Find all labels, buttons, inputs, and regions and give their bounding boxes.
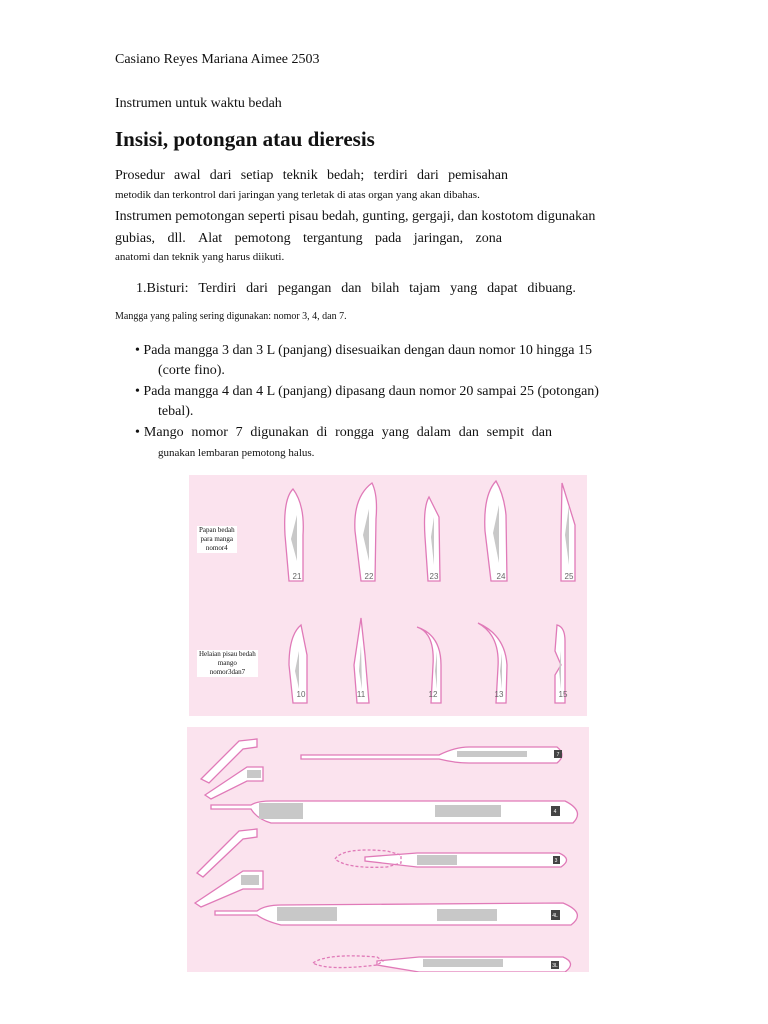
- item1-line: [136, 280, 576, 298]
- word: rongga: [335, 425, 374, 440]
- para2-line1: Instrumen pemotongan seperti pisau bedah, gunting, gergaji, dan kostotom digunakan: [115, 209, 596, 224]
- word: terdiri: [373, 168, 408, 183]
- word: pada: [374, 231, 402, 246]
- blade-figure: [189, 475, 587, 716]
- label-line: para manga: [200, 535, 234, 543]
- word: nomor: [191, 425, 228, 440]
- bullet-2-line1: [135, 383, 599, 401]
- word: 7: [235, 425, 243, 440]
- word: dibuang.: [527, 281, 576, 296]
- note-line: Mangga yang paling sering digunakan: nomor 3, 4, dan 7.: [115, 311, 347, 322]
- handle-shape: [215, 903, 577, 925]
- word: di: [316, 425, 328, 440]
- blade-number: 21: [292, 572, 302, 581]
- para2-line3: anatomi dan teknik yang harus diikuti.: [115, 251, 285, 263]
- bullet-text: Pada mangga 4 dan 4 L (panjang) dipasang daun nomor 20 sampai 25 (potongan): [143, 384, 599, 399]
- label-line: Papan bedah: [199, 526, 235, 534]
- word: Mango: [143, 425, 184, 440]
- word: dan: [531, 425, 552, 440]
- blade-number: 13: [494, 690, 504, 699]
- label-line: mango: [217, 659, 237, 667]
- handle-illustration: [187, 727, 589, 972]
- word: Alat: [198, 231, 223, 246]
- bullet-text: Pada mangga 3 dan 3 L (panjang) disesuaikan dengan daun nomor 10 hingga 15: [143, 343, 592, 358]
- attachment-closeup-shape: [197, 829, 257, 877]
- blade-number: 15: [558, 690, 568, 699]
- word: 1.Bisturi:: [136, 281, 189, 296]
- bullet-text: [144, 424, 552, 442]
- handle-number: 4: [553, 809, 557, 815]
- word: dan: [458, 425, 479, 440]
- blade-number: 22: [364, 572, 374, 581]
- word: awal: [174, 168, 201, 183]
- para1-line1: [115, 167, 508, 185]
- para2-line2: [115, 230, 502, 248]
- bullet-1-line1: [135, 342, 592, 360]
- word: dan: [341, 281, 362, 296]
- word: yang: [450, 281, 478, 296]
- word: dll.: [167, 231, 186, 246]
- blade-label-bottom: [197, 650, 258, 677]
- author-line: Casiano Reyes Mariana Aimee 2503: [115, 52, 320, 67]
- word: gubias,: [115, 231, 156, 246]
- blade-number: 25: [564, 572, 574, 581]
- word: dapat: [487, 281, 518, 296]
- bullet-1-line2: (corte fino).: [158, 363, 225, 378]
- para1-line2: metodik dan terkontrol dari jaringan yang terletak di atas organ yang akan dibahas.: [115, 189, 480, 201]
- bullet-marker: •: [135, 343, 140, 358]
- bullet-3-line2: gunakan lembaran pemotong halus.: [158, 447, 315, 459]
- handle-number: 7: [556, 752, 560, 758]
- word: tergantung: [302, 231, 363, 246]
- word: tajam: [409, 281, 441, 296]
- bullet-marker: •: [135, 425, 140, 440]
- blade-number: 24: [496, 572, 506, 581]
- word: Prosedur: [115, 168, 165, 183]
- word: pemisahan: [448, 168, 508, 183]
- blade-illustration: [189, 475, 587, 716]
- word: bilah: [371, 281, 400, 296]
- word: teknik: [282, 168, 318, 183]
- label-line: nomor4: [205, 544, 228, 552]
- word: jaringan,: [413, 231, 464, 246]
- word: dari: [417, 168, 439, 183]
- word: setiap: [240, 168, 274, 183]
- handle-number: 3: [554, 858, 558, 864]
- word: sempit: [486, 425, 524, 440]
- bullet-2-line2: tebal).: [158, 404, 194, 419]
- label-line: nomor3dan7: [209, 668, 246, 676]
- blade-number: 23: [429, 572, 439, 581]
- handle-figure: [187, 727, 589, 972]
- word: dalam: [416, 425, 451, 440]
- handle-number: 4L: [552, 913, 558, 919]
- word: zona: [475, 231, 502, 246]
- word: pegangan: [277, 281, 332, 296]
- bullet-3-line1: [135, 424, 552, 442]
- blade-number: 12: [428, 690, 438, 699]
- blade-number: 10: [296, 690, 306, 699]
- subtitle: Instrumen untuk waktu bedah: [115, 96, 282, 111]
- word: pemotong: [234, 231, 291, 246]
- handle-number: 3L: [552, 963, 558, 969]
- word: yang: [381, 425, 409, 440]
- word: digunakan: [250, 425, 309, 440]
- bullet-marker: •: [135, 384, 140, 399]
- blade-number: 11: [356, 690, 366, 699]
- word: bedah;: [326, 168, 365, 183]
- label-line: Helaian pisau bedah: [199, 650, 256, 658]
- page-heading: Insisi, potongan atau dieresis: [115, 127, 375, 151]
- word: Terdiri: [198, 281, 237, 296]
- word: dari: [246, 281, 268, 296]
- blade-label-top: [197, 526, 237, 553]
- word: dari: [209, 168, 232, 183]
